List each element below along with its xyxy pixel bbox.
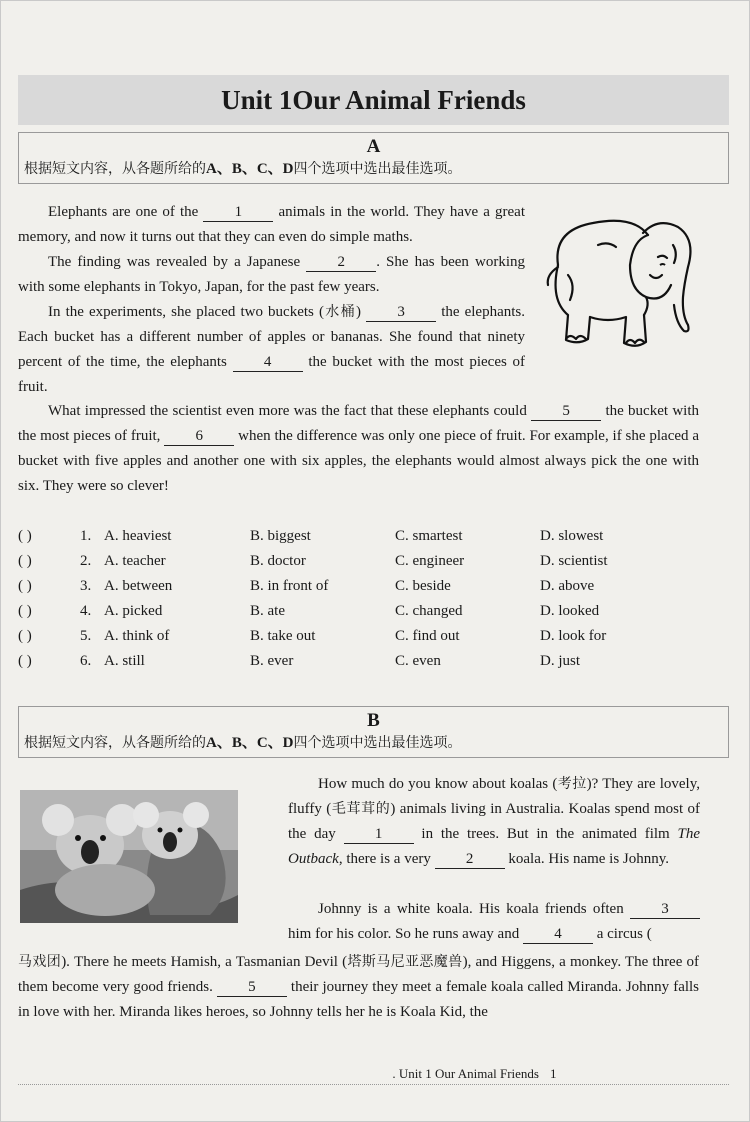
option-c: C. smartest bbox=[395, 528, 463, 544]
section-b-passage-bottom bbox=[18, 950, 699, 1025]
question-row: ( ) 4. A. picked B. ate C. changed D. looked bbox=[18, 603, 600, 619]
blank-a2: 2 bbox=[306, 253, 376, 272]
passage-a-paragraph-1: Elephants are one of the 1 animals in the world. They have a great memory, and now it turns out that they can even do simple maths. bbox=[18, 204, 525, 245]
option-c: C. find out bbox=[395, 628, 460, 644]
section-b-instruction: 根据短文内容，从各题所给的A、B、C、D四个选项中选出最佳选项。 bbox=[24, 735, 462, 751]
passage-a-paragraph-3: In the experiments, she placed two buckets (水桶) 3 the elephants. Each bucket has a different number of apples or bananas. She found that ninety percent of the time, the elephants 4 the bucket with the most pieces of fruit. bbox=[18, 304, 526, 395]
section-a-passage-bottom bbox=[18, 399, 699, 499]
answer-blank[interactable]: ( ) bbox=[18, 578, 32, 594]
question-row: ( ) 1. A. heaviest B. biggest C. smartest D. slowest bbox=[18, 528, 604, 544]
option-a: A. think of bbox=[104, 628, 170, 644]
answer-blank[interactable]: ( ) bbox=[18, 553, 32, 569]
option-a: A. heaviest bbox=[104, 528, 172, 544]
blank-a3: 3 bbox=[366, 303, 436, 322]
unit-title-band bbox=[18, 75, 729, 125]
option-d: D. looked bbox=[540, 603, 600, 619]
blank-b4: 4 bbox=[523, 925, 593, 944]
section-b-letter: B bbox=[367, 710, 380, 731]
question-row: ( ) 3. A. between B. in front of C. beside D. above bbox=[18, 578, 595, 594]
question-row: ( ) 6. A. still B. ever C. even D. just bbox=[18, 653, 581, 669]
option-b: B. in front of bbox=[250, 578, 329, 594]
option-b: B. ever bbox=[250, 653, 294, 669]
question-row: ( ) 2. A. teacher B. doctor C. engineer D. scientist bbox=[18, 553, 608, 569]
blank-a6: 6 bbox=[164, 427, 234, 446]
passage-a-paragraph-4: What impressed the scientist even more was the fact that these elephants could 5 the bucket with the most pieces of fruit, 6 when the difference was only one piece of fruit. For example, if she placed a bucket with five apples and another one with six apples, the elephants would almost always pick the one with six. They were so clever! bbox=[18, 403, 700, 494]
unit-title: Our Animal Friends bbox=[292, 85, 526, 115]
answer-blank[interactable]: ( ) bbox=[18, 628, 32, 644]
option-c: C. engineer bbox=[395, 553, 465, 569]
koala-photo bbox=[20, 790, 238, 923]
answer-blank[interactable]: ( ) bbox=[18, 528, 32, 544]
option-d: D. above bbox=[540, 578, 595, 594]
option-d: D. look for bbox=[540, 628, 607, 644]
footer-unit-title: . Unit 1 Our Animal Friends bbox=[392, 1066, 539, 1081]
option-b: B. doctor bbox=[250, 553, 306, 569]
section-a-questions bbox=[18, 528, 729, 678]
option-b: B. biggest bbox=[250, 528, 311, 544]
option-c: C. beside bbox=[395, 578, 451, 594]
option-a: A. between bbox=[104, 578, 173, 594]
unit-number: Unit 1 bbox=[221, 85, 293, 115]
passage-b-paragraph-2-end: 马戏团). There he meets Hamish, a Tasmanian Devil (塔斯马尼亚恶魔兽), and Higgens, a monkey. The three of them become very good friends. 5 their journey they meet a female koala called Miranda. Johnny falls in love with her. Miranda likes heroes, so Johnny tells her he is Koala Kid, the bbox=[18, 954, 700, 1020]
section-a-letter: A bbox=[366, 136, 381, 157]
blank-b5: 5 bbox=[217, 978, 287, 997]
answer-blank[interactable]: ( ) bbox=[18, 603, 32, 619]
option-c: C. changed bbox=[395, 603, 463, 619]
section-a-header bbox=[18, 132, 729, 184]
page-number: 1 bbox=[550, 1066, 557, 1081]
option-a: A. picked bbox=[104, 603, 163, 619]
section-b-passage-mid bbox=[288, 897, 700, 947]
passage-b-paragraph-1: How much do you know about koalas (考拉)? They are lovely, fluffy (毛茸茸的) animals living in Australia. Koalas spend most of the day 1 in the trees. But in the animated film The Outback, there is a very 2 koala. His name is Johnny. bbox=[288, 776, 701, 867]
passage-b-paragraph-2-start: Johnny is a white koala. His koala friends often 3 him for his color. So he runs away and 4 a circus ( bbox=[288, 897, 700, 947]
blank-b2: 2 bbox=[435, 850, 505, 869]
option-a: A. teacher bbox=[104, 553, 166, 569]
question-row: ( ) 5. A. think of B. take out C. find out D. look for bbox=[18, 628, 607, 644]
footer-divider bbox=[18, 1084, 729, 1085]
section-a-passage-top bbox=[18, 200, 525, 400]
option-d: D. just bbox=[540, 653, 581, 669]
blank-a1: 1 bbox=[203, 203, 273, 222]
option-b: B. take out bbox=[250, 628, 316, 644]
film-title: The Outback bbox=[288, 826, 701, 867]
option-b: B. ate bbox=[250, 603, 285, 619]
section-a-instruction: 根据短文内容，从各题所给的A、B、C、D四个选项中选出最佳选项。 bbox=[24, 161, 462, 177]
section-b-header bbox=[18, 706, 729, 758]
option-d: D. scientist bbox=[540, 553, 608, 569]
blank-a4: 4 bbox=[233, 353, 303, 372]
blank-b3: 3 bbox=[630, 900, 700, 919]
option-a: A. still bbox=[104, 653, 145, 669]
elephant-illustration bbox=[538, 205, 708, 355]
answer-blank[interactable]: ( ) bbox=[18, 653, 32, 669]
section-b-passage-top bbox=[288, 772, 700, 872]
page-footer bbox=[18, 1066, 729, 1086]
option-d: D. slowest bbox=[540, 528, 604, 544]
blank-b1: 1 bbox=[344, 825, 414, 844]
blank-a5: 5 bbox=[531, 402, 601, 421]
option-c: C. even bbox=[395, 653, 441, 669]
passage-a-paragraph-2: The finding was revealed by a Japanese 2 . She has been working with some elephants in Tokyo, Japan, for the past few years. bbox=[18, 254, 525, 295]
